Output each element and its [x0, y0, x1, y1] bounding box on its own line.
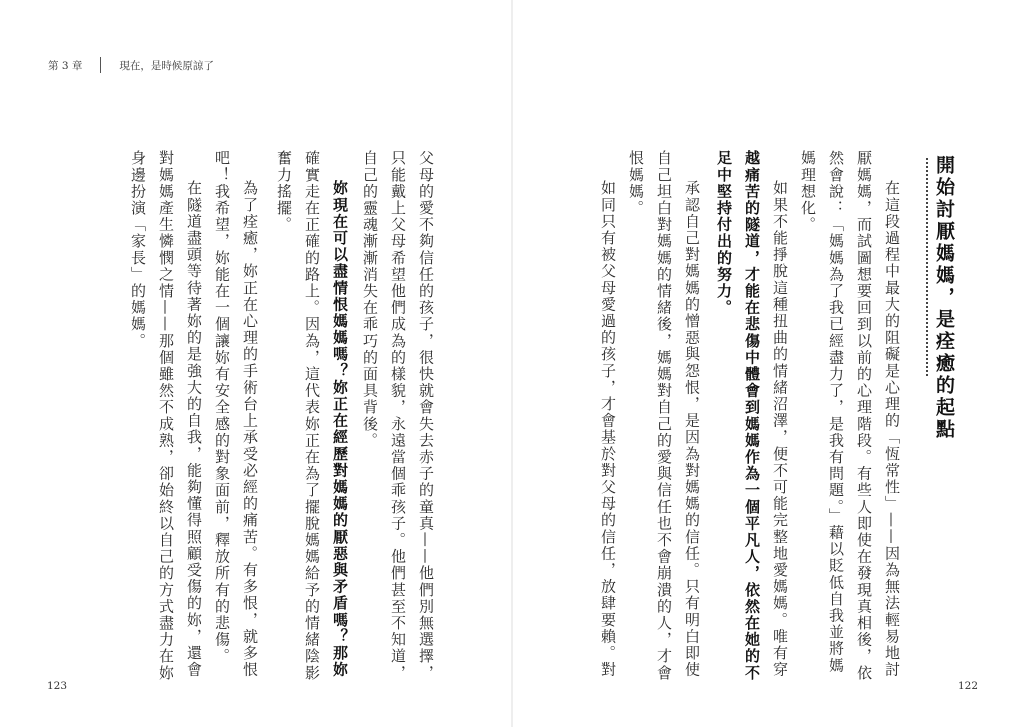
text-column: 媽理想化。: [799, 150, 817, 233]
text-column: 恨媽媽。: [627, 150, 645, 217]
text-column-bold: 妳現在可以盡情恨媽媽嗎？妳正在經歷對媽媽的厭惡與矛盾嗎？那妳: [331, 180, 349, 678]
text-column: 承認自己對媽媽的憎惡與怨恨，是因為對媽媽的信任。只有明白即使: [683, 180, 701, 678]
text-column-bold: 越痛苦的隧道，才能在悲傷中體會到媽媽作為一個平凡人，依然在她的不: [743, 150, 761, 682]
chapter-label: 第 3 章: [48, 59, 83, 72]
text-column: 在隧道盡頭等待著妳的是強大的自我，能夠懂得照顧受傷的妳，還會: [185, 180, 203, 678]
text-column: 為了痊癒，妳正在心理的手術台上承受必經的痛苦。有多恨，就多恨: [241, 180, 259, 678]
page-number-right: 122: [958, 680, 979, 692]
heading-dotted-rule: [926, 158, 928, 376]
text-column-bold: 足中堅持付出的努力。: [715, 150, 733, 316]
page-gutter: [511, 0, 513, 727]
section-heading: 開始討厭媽媽，是痊癒的起點: [933, 155, 955, 441]
text-column: 在這段過程中最大的阻礙是心理的「恆常性」——因為無法輕易地討: [883, 180, 901, 678]
text-column: 確實走在正確的路上。因為，這代表妳正在為了擺脫媽媽給予的情緒陰影: [303, 150, 321, 682]
text-column: 只能戴上父母希望他們成為的樣貌，永遠當個乖孩子。他們甚至不知道，: [389, 150, 407, 682]
text-column: 如同只有被父母愛過的孩子，才會基於對父母的信任，放肆要賴。對: [599, 180, 617, 678]
text-column: 然會說：「媽媽為了我已經盡力了，是我有問題。」藉以貶低自我並將媽: [827, 150, 845, 674]
running-head: [48, 57, 214, 73]
text-column: 對媽媽產生憐憫之情——那個雖然不成熟，卻始終以自己的方式盡力在妳: [157, 150, 175, 682]
page-number-left: 123: [47, 680, 68, 692]
text-column: 厭媽媽，而試圖想要回到以前的心理階段。有些人即使在發現真相後，依: [855, 150, 873, 682]
text-column: 身邊扮演「家長」的媽媽。: [129, 150, 147, 350]
text-column: 奮力搖擺。: [275, 150, 293, 233]
text-column: 父母的愛不夠信任的孩子，很快就會失去赤子的童真——他們別無選擇，: [417, 150, 435, 682]
chapter-title: 現在，是時候原諒了: [119, 59, 214, 72]
header-divider: [100, 57, 101, 73]
text-column: 自己坦白對媽媽的情緒後，媽媽對自己的愛與信任也不會崩潰的人，才會: [655, 150, 673, 682]
text-column: 如果不能掙脫這種扭曲的情緒沼澤，便不可能完整地愛媽媽。唯有穿: [771, 180, 789, 678]
text-column: 自己的靈魂漸漸消失在乖巧的面具背後。: [361, 150, 379, 449]
text-column: 吧！我希望，妳能在一個讓妳有安全感的對象面前，釋放所有的悲傷。: [213, 150, 231, 665]
